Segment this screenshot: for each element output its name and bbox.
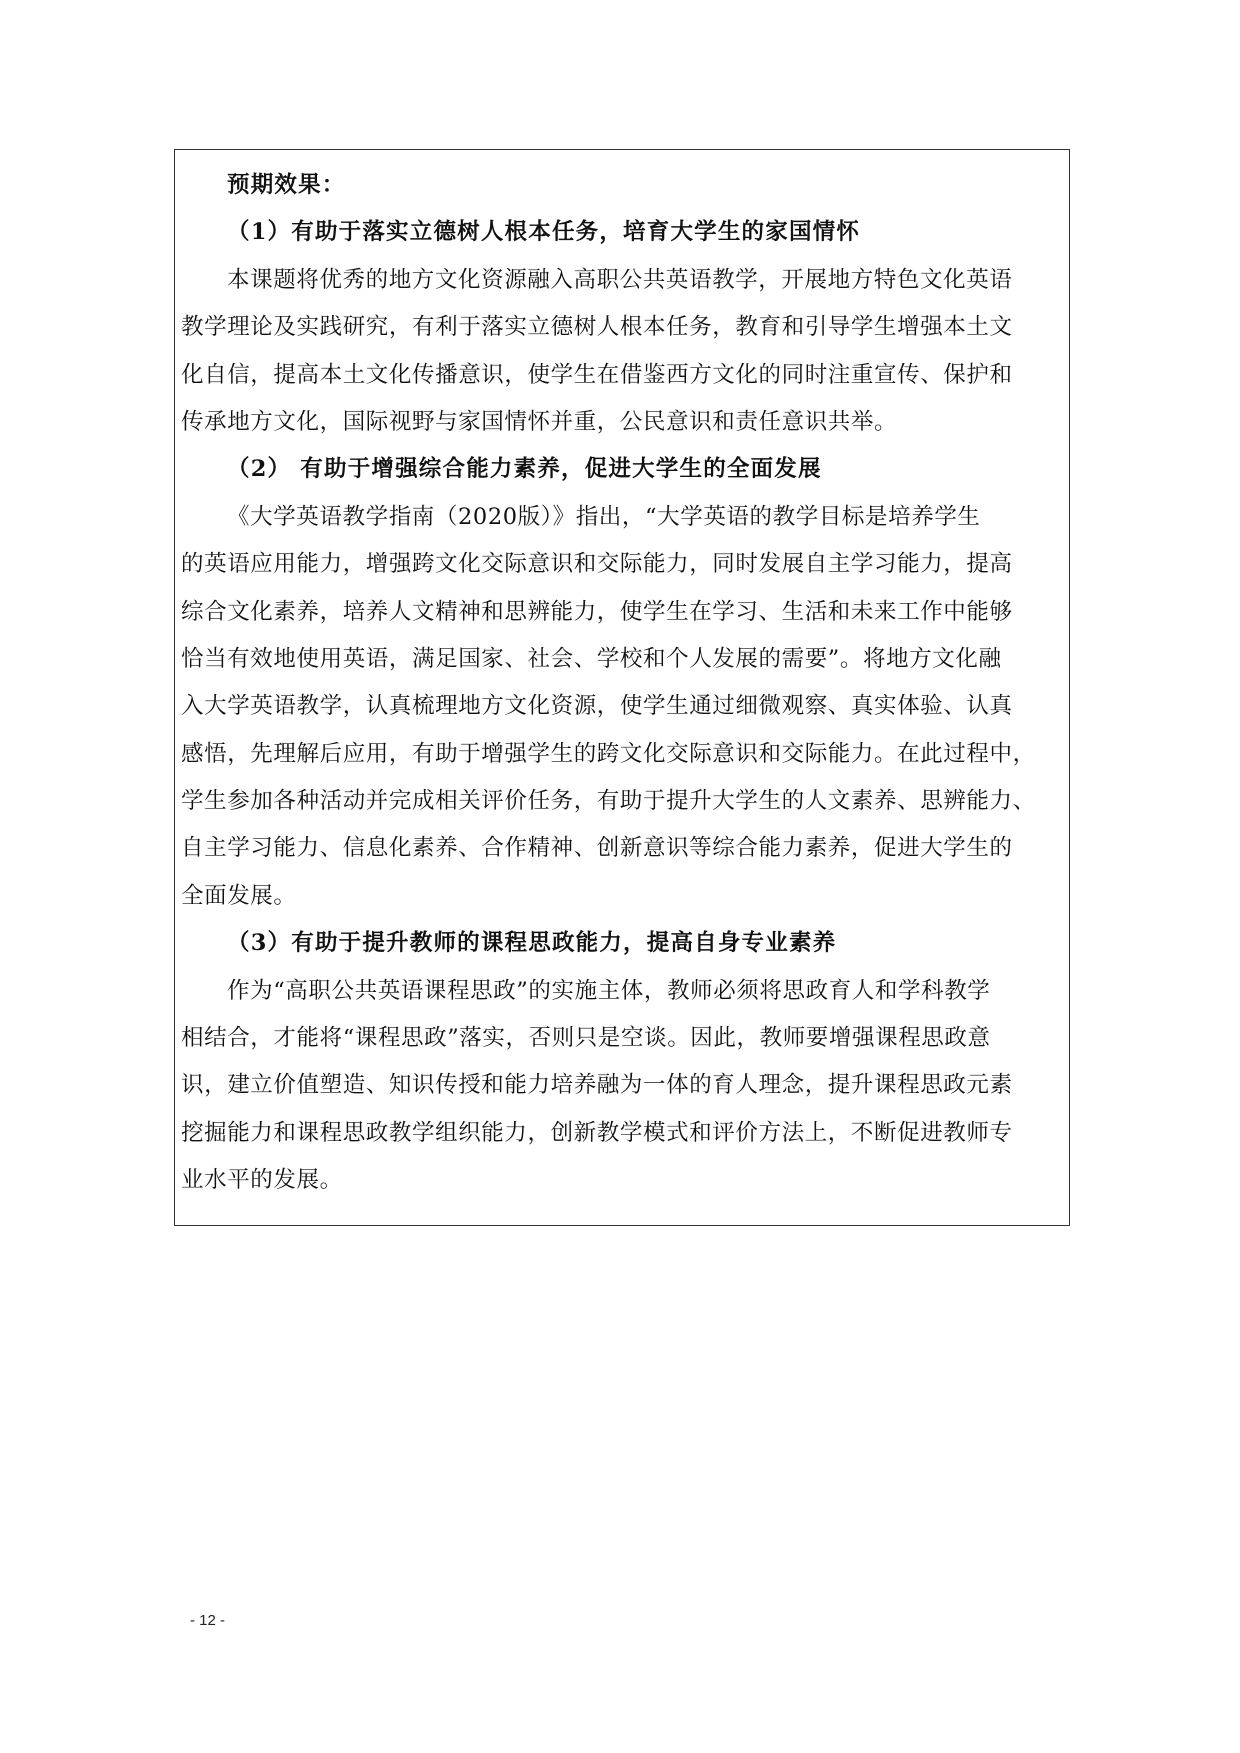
- paragraph-line: 挖掘能力和课程思政教学组织能力，创新教学模式和评价方法上，不断促进教师专: [181, 1119, 1013, 1146]
- subsection-title-2: （2） 有助于增强综合能力素养，促进大学生的全面发展: [227, 456, 822, 483]
- paragraph-line: 识，建立价值塑造、知识传授和能力培养融为一体的育人理念，提升课程思政元素: [181, 1072, 1013, 1099]
- paragraph-line: 自主学习能力、信息化素养、合作精神、创新意识等综合能力素养，促进大学生的: [181, 835, 1013, 862]
- section-heading: 预期效果：: [227, 172, 346, 198]
- paragraph-line: 相结合，才能将“课程思政”落实，否则只是空谈。因此，教师要增强课程思政意: [181, 1025, 991, 1052]
- paragraph-line: 业水平的发展。: [181, 1167, 343, 1194]
- paragraph-line: 化自信，提高本土文化传播意识，使学生在借鉴西方文化的同时注重宣传、保护和: [181, 361, 1013, 388]
- paragraph-line: 传承地方文化，国际视野与家国情怀并重，公民意识和责任意识共举。: [181, 408, 898, 435]
- paragraph-line: 感悟，先理解后应用，有助于增强学生的跨文化交际意识和交际能力。在此过程中，: [181, 740, 1036, 767]
- paragraph-line: 学生参加各种活动并完成相关评价任务，有助于提升大学生的人文素养、思辨能力、: [181, 788, 1036, 815]
- subsection-title-3: （3）有助于提升教师的课程思政能力，提高自身专业素养: [227, 930, 837, 957]
- paragraph-line: 综合文化素养，培养人文精神和思辨能力，使学生在学习、生活和未来工作中能够: [181, 598, 1013, 625]
- content-table-cell: [174, 149, 1070, 1226]
- subsection-title-1: （1）有助于落实立德树人根本任务，培育大学生的家国情怀: [227, 219, 861, 246]
- paragraph-line: 《大学英语教学指南（2020版）》指出，“大学英语的教学目标是培养学生: [227, 503, 981, 530]
- paragraph-line: 本课题将优秀的地方文化资源融入高职公共英语教学，开展地方特色文化英语: [227, 266, 1013, 293]
- paragraph-line: 全面发展。: [181, 882, 297, 909]
- paragraph-line: 教学理论及实践研究，有利于落实立德树人根本任务，教育和引导学生增强本土文: [181, 314, 1013, 341]
- paragraph-line: 作为“高职公共英语课程思政”的实施主体，教师必须将思政育人和学科教学: [227, 977, 991, 1004]
- page-number: - 12 -: [190, 1612, 226, 1629]
- paragraph-line: 恰当有效地使用英语，满足国家、社会、学校和个人发展的需要”。将地方文化融: [181, 645, 1002, 672]
- paragraph-line: 入大学英语教学，认真梳理地方文化资源，使学生通过细微观察、真实体验、认真: [181, 693, 1013, 720]
- paragraph-line: 的英语应用能力，增强跨文化交际意识和交际能力，同时发展自主学习能力，提高: [181, 551, 1013, 578]
